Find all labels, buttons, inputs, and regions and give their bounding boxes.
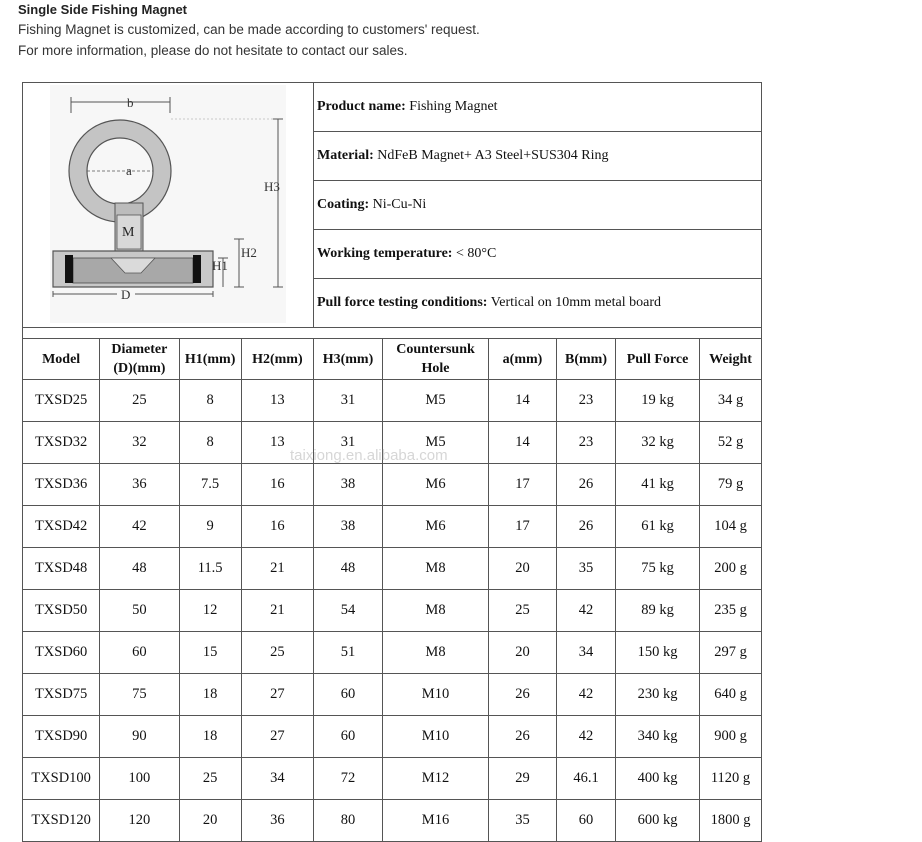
table-cell: M6 <box>383 464 489 506</box>
table-cell: TXSD42 <box>23 506 100 548</box>
table-cell: 13 <box>241 422 313 464</box>
table-row <box>23 380 762 422</box>
label-m: M <box>122 225 135 240</box>
table-cell: 61 kg <box>616 506 700 548</box>
column-header: Weight <box>700 339 762 380</box>
table-cell: 8 <box>179 422 241 464</box>
table-cell: 14 <box>489 422 557 464</box>
section-title: Single Side Fishing Magnet <box>18 2 188 17</box>
table-cell: 600 kg <box>616 800 700 842</box>
table-cell: TXSD36 <box>23 464 100 506</box>
table-cell: 26 <box>489 716 557 758</box>
table-cell: 32 kg <box>616 422 700 464</box>
table-cell: 36 <box>100 464 179 506</box>
table-row <box>23 506 762 548</box>
table-cell: TXSD25 <box>23 380 100 422</box>
table-cell: 29 <box>489 758 557 800</box>
table-cell: 41 kg <box>616 464 700 506</box>
table-cell: 50 <box>100 590 179 632</box>
table-cell: TXSD120 <box>23 800 100 842</box>
table-cell: 60 <box>314 716 383 758</box>
table-row <box>23 590 762 632</box>
table-cell: TXSD50 <box>23 590 100 632</box>
table-cell: M8 <box>383 632 489 674</box>
table-cell: 7.5 <box>179 464 241 506</box>
table-cell: 20 <box>489 632 557 674</box>
table-cell: 100 <box>100 758 179 800</box>
table-cell: 48 <box>100 548 179 590</box>
table-cell: 34 <box>557 632 616 674</box>
table-cell: 1800 g <box>700 800 762 842</box>
table-cell: 42 <box>557 674 616 716</box>
table-cell: 235 g <box>700 590 762 632</box>
table-cell: 18 <box>179 716 241 758</box>
table-cell: 16 <box>241 506 313 548</box>
table-cell: 46.1 <box>557 758 616 800</box>
table-cell: 12 <box>179 590 241 632</box>
table-cell: 150 kg <box>616 632 700 674</box>
table-cell: TXSD100 <box>23 758 100 800</box>
table-cell: 80 <box>314 800 383 842</box>
table-cell: 79 g <box>700 464 762 506</box>
table-cell: 230 kg <box>616 674 700 716</box>
table-row <box>23 464 762 506</box>
table-row <box>23 422 762 464</box>
table-cell: 20 <box>489 548 557 590</box>
table-cell: 200 g <box>700 548 762 590</box>
table-cell: 38 <box>314 464 383 506</box>
table-cell: 75 <box>100 674 179 716</box>
table-cell: 32 <box>100 422 179 464</box>
table-cell: 27 <box>241 716 313 758</box>
spec-product-name: Product name: Fishing Magnet <box>314 83 762 132</box>
column-header: Model <box>23 339 100 380</box>
table-row <box>23 800 762 842</box>
table-cell: 9 <box>179 506 241 548</box>
column-header: B(mm) <box>557 339 616 380</box>
table-cell: 42 <box>100 506 179 548</box>
column-header: Diameter (D)(mm) <box>100 339 179 380</box>
table-cell: 25 <box>489 590 557 632</box>
table-cell: 11.5 <box>179 548 241 590</box>
table-row <box>23 716 762 758</box>
column-header: H1(mm) <box>179 339 241 380</box>
table-cell: TXSD32 <box>23 422 100 464</box>
table-cell: 120 <box>100 800 179 842</box>
intro-line-1: Fishing Magnet is customized, can be made according to customers' request. <box>18 22 480 37</box>
label-h3: H3 <box>264 179 280 194</box>
column-header: H2(mm) <box>241 339 313 380</box>
table-cell: 35 <box>489 800 557 842</box>
table-cell: 25 <box>241 632 313 674</box>
table-row <box>23 632 762 674</box>
table-cell: 89 kg <box>616 590 700 632</box>
table-cell: 26 <box>557 506 616 548</box>
table-cell: M10 <box>383 716 489 758</box>
table-row <box>23 548 762 590</box>
table-cell: M8 <box>383 590 489 632</box>
table-cell: TXSD90 <box>23 716 100 758</box>
table-cell: 34 g <box>700 380 762 422</box>
table-cell: 23 <box>557 380 616 422</box>
table-cell: 26 <box>557 464 616 506</box>
eye-bolt-magnet-diagram <box>23 83 313 325</box>
table-cell: 17 <box>489 464 557 506</box>
table-row <box>23 674 762 716</box>
spec-table <box>22 82 762 842</box>
spec-coating: Coating: Ni-Cu-Ni <box>314 181 762 230</box>
table-cell: 51 <box>314 632 383 674</box>
table-cell: 72 <box>314 758 383 800</box>
table-cell: M16 <box>383 800 489 842</box>
table-cell: 31 <box>314 422 383 464</box>
table-spacer <box>23 328 762 339</box>
table-body <box>23 380 762 842</box>
table-cell: 54 <box>314 590 383 632</box>
table-cell: 60 <box>557 800 616 842</box>
table-cell: 36 <box>241 800 313 842</box>
table-cell: 19 kg <box>616 380 700 422</box>
table-cell: 60 <box>100 632 179 674</box>
label-a: a <box>126 163 132 178</box>
table-cell: 42 <box>557 716 616 758</box>
table-cell: 26 <box>489 674 557 716</box>
table-cell: 38 <box>314 506 383 548</box>
label-d: D <box>121 287 131 302</box>
diagram-cell <box>23 83 314 328</box>
label-h2: H2 <box>241 245 257 260</box>
table-row <box>23 758 762 800</box>
table-cell: 35 <box>557 548 616 590</box>
table-cell: 13 <box>241 380 313 422</box>
table-cell: M10 <box>383 674 489 716</box>
table-cell: M8 <box>383 548 489 590</box>
table-cell: 48 <box>314 548 383 590</box>
table-cell: 15 <box>179 632 241 674</box>
table-cell: 900 g <box>700 716 762 758</box>
table-cell: 25 <box>100 380 179 422</box>
table-cell: 27 <box>241 674 313 716</box>
table-cell: 60 <box>314 674 383 716</box>
table-cell: 18 <box>179 674 241 716</box>
table-cell: M5 <box>383 380 489 422</box>
spec-working-temperature: Working temperature: < 80°C <box>314 230 762 279</box>
spec-material: Material: NdFeB Magnet+ A3 Steel+SUS304 Ring <box>314 132 762 181</box>
table-cell: 400 kg <box>616 758 700 800</box>
table-cell: 25 <box>179 758 241 800</box>
table-cell: 104 g <box>700 506 762 548</box>
table-cell: 52 g <box>700 422 762 464</box>
label-b: b <box>127 95 134 110</box>
table-cell: 90 <box>100 716 179 758</box>
table-cell: 1120 g <box>700 758 762 800</box>
column-header: Countersunk Hole <box>383 339 489 380</box>
table-cell: 297 g <box>700 632 762 674</box>
table-cell: 23 <box>557 422 616 464</box>
table-cell: 17 <box>489 506 557 548</box>
table-cell: 21 <box>241 590 313 632</box>
watermark: taixiong.en.alibaba.com <box>290 447 448 464</box>
table-cell: 340 kg <box>616 716 700 758</box>
intro-section <box>18 0 480 61</box>
table-cell: 8 <box>179 380 241 422</box>
column-header: a(mm) <box>489 339 557 380</box>
table-header-row <box>23 339 762 380</box>
label-h1: H1 <box>212 258 228 273</box>
table-cell: 16 <box>241 464 313 506</box>
table-cell: 31 <box>314 380 383 422</box>
table-cell: M5 <box>383 422 489 464</box>
table-cell: 640 g <box>700 674 762 716</box>
table-cell: TXSD48 <box>23 548 100 590</box>
table-cell: 34 <box>241 758 313 800</box>
table-cell: 42 <box>557 590 616 632</box>
table-cell: 20 <box>179 800 241 842</box>
table-cell: TXSD60 <box>23 632 100 674</box>
table-cell: 14 <box>489 380 557 422</box>
table-cell: TXSD75 <box>23 674 100 716</box>
table-cell: M6 <box>383 506 489 548</box>
table-cell: 75 kg <box>616 548 700 590</box>
table-cell: M12 <box>383 758 489 800</box>
table-cell: 21 <box>241 548 313 590</box>
column-header: H3(mm) <box>314 339 383 380</box>
spec-pull-force-conditions: Pull force testing conditions: Vertical on 10mm metal board <box>314 279 762 328</box>
column-header: Pull Force <box>616 339 700 380</box>
intro-line-2: For more information, please do not hesitate to contact our sales. <box>18 43 408 58</box>
